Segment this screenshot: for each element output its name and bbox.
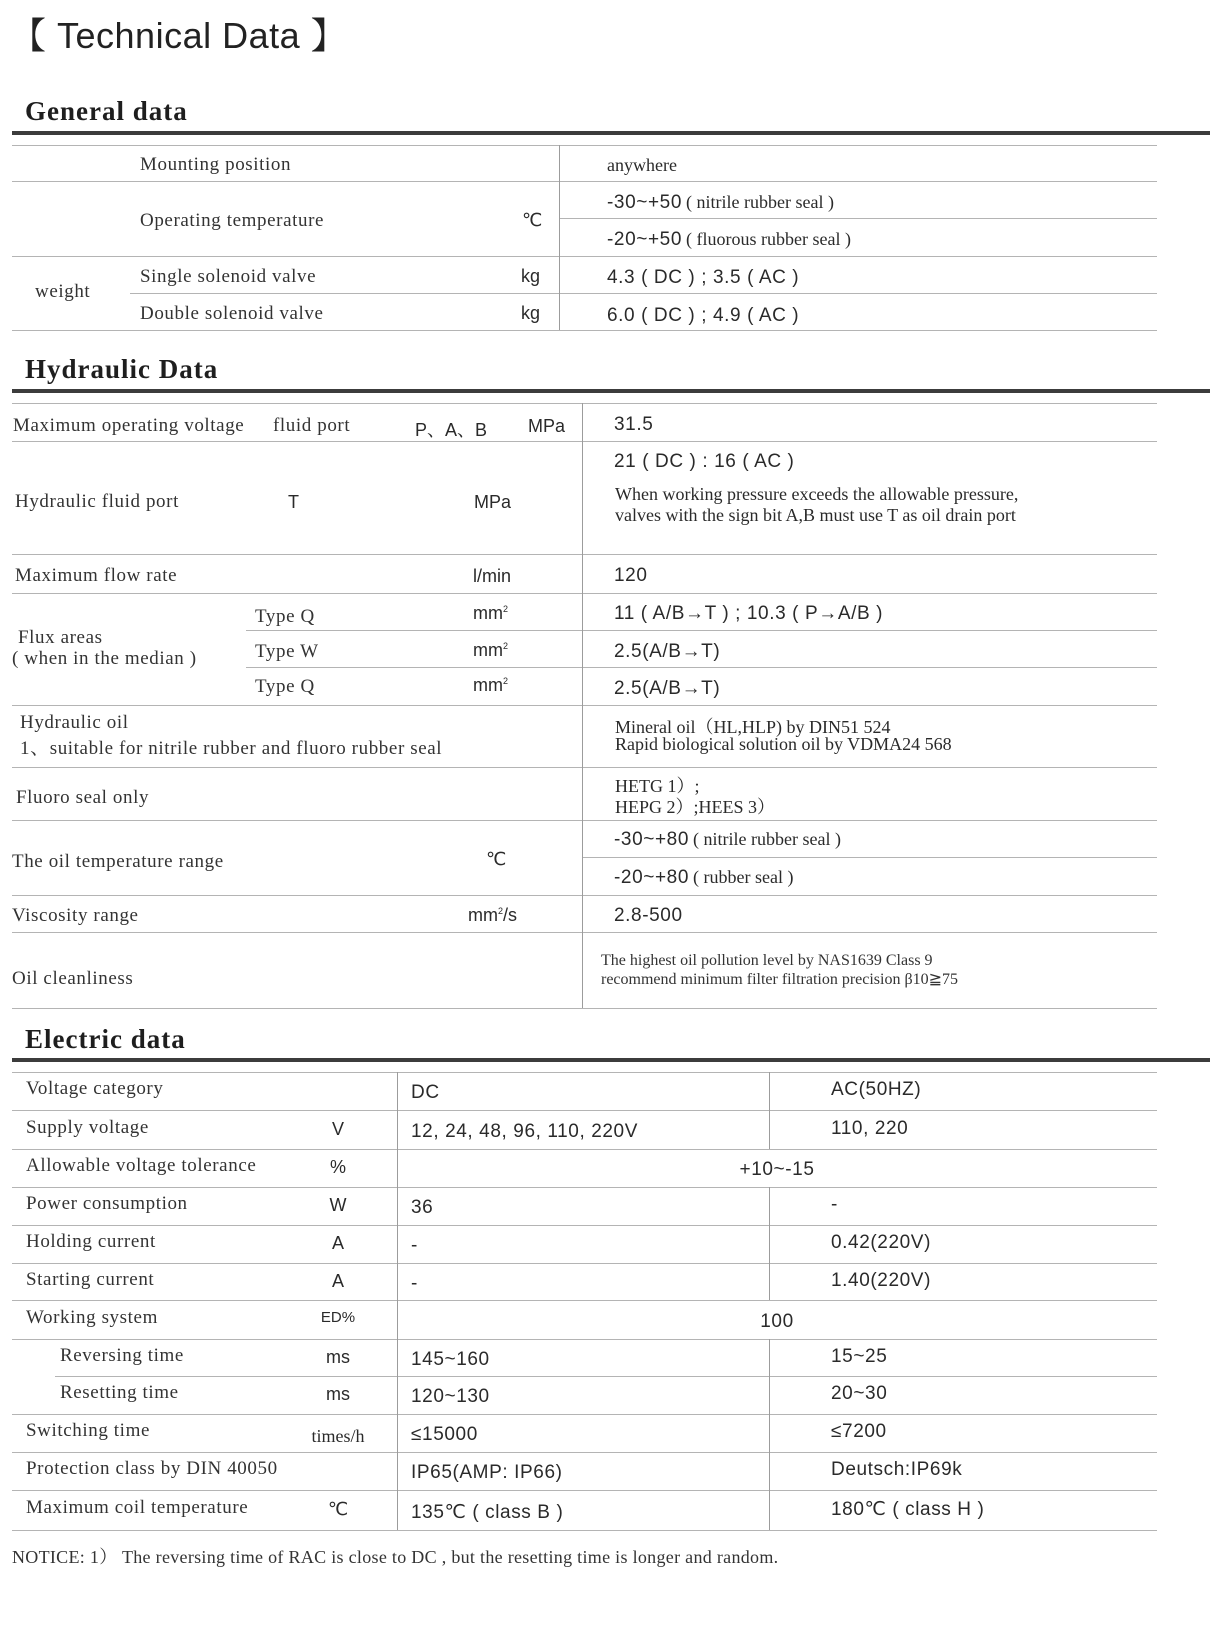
- electric-dc-value: 135℃ ( class B ): [411, 1502, 564, 1523]
- electric-dc-value: 120~130: [411, 1386, 490, 1407]
- electric-row-label: Holding current: [26, 1231, 156, 1252]
- electric-row-unit: ℃: [327, 1499, 349, 1519]
- flux-unit: $mm^2$: [473, 603, 509, 623]
- row-ports: P、A、B: [415, 420, 488, 440]
- group-label-flux-sub: ( when in the median ): [12, 648, 197, 669]
- row-label: Operating temperature: [140, 210, 325, 231]
- electric-ac-value: 0.42(220V): [831, 1232, 932, 1253]
- row-value: -20~+50 ( fluorous rubber seal ): [607, 229, 851, 250]
- row-label: Oil cleanliness: [12, 968, 134, 989]
- group-label-flux: Flux areas: [18, 627, 103, 648]
- row-value: -30~+50 ( nitrile rubber seal ): [607, 192, 834, 213]
- page-title: 【 Technical Data 】: [10, 15, 348, 56]
- row-value: 21 ( DC ) : 16 ( AC ): [614, 451, 795, 472]
- row-value: HETG 1）;: [615, 776, 700, 796]
- electric-row-label: Allowable voltage tolerance: [26, 1155, 257, 1176]
- row-value: 4.3 ( DC ) ; 3.5 ( AC ): [607, 267, 800, 288]
- electric-ac-value: 110, 220: [831, 1117, 909, 1139]
- group-label-weight: weight: [35, 281, 91, 302]
- row-note: valves with the sign bit A,B must use T as oil drain port: [615, 505, 1016, 525]
- electric-row-label: Protection class by DIN 40050: [26, 1458, 278, 1479]
- electric-merged-value: 100: [760, 1310, 794, 1332]
- row-unit: kg: [521, 303, 541, 323]
- row-unit: l/min: [473, 566, 512, 586]
- electric-row-label: Supply voltage: [26, 1116, 149, 1138]
- row-unit: $mm^2/s$: [468, 905, 518, 925]
- row-value: HEPG 2）;HEES 3）: [615, 797, 776, 817]
- electric-ac-value: AC(50HZ): [831, 1079, 922, 1100]
- row-value: The highest oil pollution level by NAS1639 Class 9: [601, 952, 933, 969]
- row-note: When working pressure exceeds the allowable pressure,: [615, 484, 1019, 504]
- electric-row-unit: ms: [326, 1346, 350, 1367]
- row-sublabel: fluid port: [273, 415, 351, 436]
- flux-value: 2.5(A/B→T): [614, 678, 721, 699]
- electric-ac-value: 180℃ ( class H ): [831, 1499, 985, 1520]
- row-label: The oil temperature range: [12, 851, 224, 872]
- row-unit: MPa: [474, 492, 512, 512]
- electric-row-unit: times/h: [311, 1426, 365, 1446]
- section-divider: [12, 389, 1210, 393]
- row-label: Viscosity range: [12, 905, 139, 926]
- electric-dc-value: -: [411, 1235, 418, 1256]
- section-title-electric: Electric data: [25, 1024, 186, 1054]
- electric-row-label: Working system: [26, 1306, 158, 1328]
- electric-row-label: Maximum coil temperature: [26, 1497, 249, 1518]
- row-label: Fluoro seal only: [16, 787, 150, 808]
- row-value: 31.5: [614, 414, 654, 435]
- electric-ac-value: Deutsch:IP69k: [831, 1459, 963, 1480]
- electric-row-label: Starting current: [26, 1268, 155, 1290]
- electric-row-unit: ms: [326, 1384, 350, 1404]
- row-label: Hydraulic fluid port: [15, 491, 179, 512]
- flux-type: Type W: [255, 641, 319, 662]
- electric-dc-value: IP65(AMP: IP66): [411, 1462, 563, 1483]
- electric-dc-value: 36: [411, 1197, 434, 1218]
- electric-row-label: Voltage category: [26, 1078, 164, 1099]
- electric-row-unit: %: [329, 1157, 346, 1177]
- section-divider: [12, 1058, 1210, 1062]
- flux-type: Type Q: [255, 676, 315, 697]
- row-label: Mounting position: [140, 154, 292, 175]
- electric-ac-value: -: [831, 1194, 838, 1215]
- notice-text: NOTICE: 1） The reversing time of RAC is close to DC , but the resetting time is longer and random.: [12, 1547, 779, 1567]
- electric-row-unit: A: [331, 1233, 344, 1253]
- electric-dc-value: ≤15000: [411, 1424, 478, 1445]
- row-label: Hydraulic oil: [20, 712, 129, 733]
- row-unit: kg: [521, 266, 541, 286]
- row-value: Mineral oil（HL,HLP) by DIN51 524: [615, 717, 891, 737]
- row-value: -20~+80 ( rubber seal ): [614, 867, 794, 888]
- electric-row-label: Power consumption: [26, 1193, 188, 1214]
- electric-row-label: Switching time: [26, 1420, 150, 1441]
- flux-unit: $mm^2$: [473, 675, 509, 695]
- electric-row-unit: V: [331, 1118, 344, 1139]
- electric-dc-value: DC: [411, 1082, 440, 1103]
- electric-ac-value: ≤7200: [831, 1421, 887, 1442]
- electric-ac-value: 1.40(220V): [831, 1269, 932, 1291]
- section-title-hydraulic: Hydraulic Data: [25, 354, 219, 384]
- section-title-general: General data: [25, 96, 188, 126]
- row-label: Double solenoid valve: [140, 303, 324, 324]
- row-value: 2.8-500: [614, 905, 683, 926]
- row-value: anywhere: [607, 155, 677, 175]
- row-value: 6.0 ( DC ) ; 4.9 ( AC ): [607, 305, 800, 326]
- electric-row-unit: A: [331, 1270, 344, 1291]
- flux-value: 2.5(A/B→T): [614, 641, 721, 662]
- electric-row-unit: ED%: [320, 1308, 356, 1326]
- row-label: Maximum operating voltage: [13, 415, 245, 436]
- electric-ac-value: 15~25: [831, 1345, 888, 1367]
- row-value: Rapid biological solution oil by VDMA24 568: [615, 734, 952, 754]
- flux-type: Type Q: [255, 606, 315, 627]
- electric-ac-value: 20~30: [831, 1383, 888, 1404]
- row-value: 120: [614, 565, 648, 586]
- electric-dc-value: 12, 24, 48, 96, 110, 220V: [411, 1120, 638, 1142]
- electric-dc-value: 145~160: [411, 1348, 490, 1370]
- electric-row-label: Resetting time: [60, 1382, 179, 1403]
- row-port: T: [288, 492, 299, 512]
- row-label-sub: 1、suitable for nitrile rubber and fluoro rubber seal: [20, 738, 443, 759]
- row-value: recommend minimum filter filtration precision β10≧75: [601, 971, 959, 988]
- row-label: Single solenoid valve: [140, 266, 317, 287]
- row-label: Maximum flow rate: [15, 565, 178, 586]
- electric-merged-value: +10~-15: [739, 1159, 815, 1180]
- electric-row-label: Reversing time: [60, 1344, 184, 1366]
- row-unit: MPa: [528, 416, 566, 436]
- row-unit: ℃: [522, 210, 543, 230]
- section-divider: [12, 131, 1210, 135]
- row-value: -30~+80 ( nitrile rubber seal ): [614, 829, 841, 850]
- electric-row-unit: W: [329, 1195, 347, 1215]
- electric-dc-value: -: [411, 1272, 418, 1294]
- row-unit: ℃: [486, 849, 507, 869]
- flux-unit: $mm^2$: [473, 640, 509, 660]
- flux-value: 11 ( A/B→T ) ; 10.3 ( P→A/B ): [614, 603, 884, 624]
